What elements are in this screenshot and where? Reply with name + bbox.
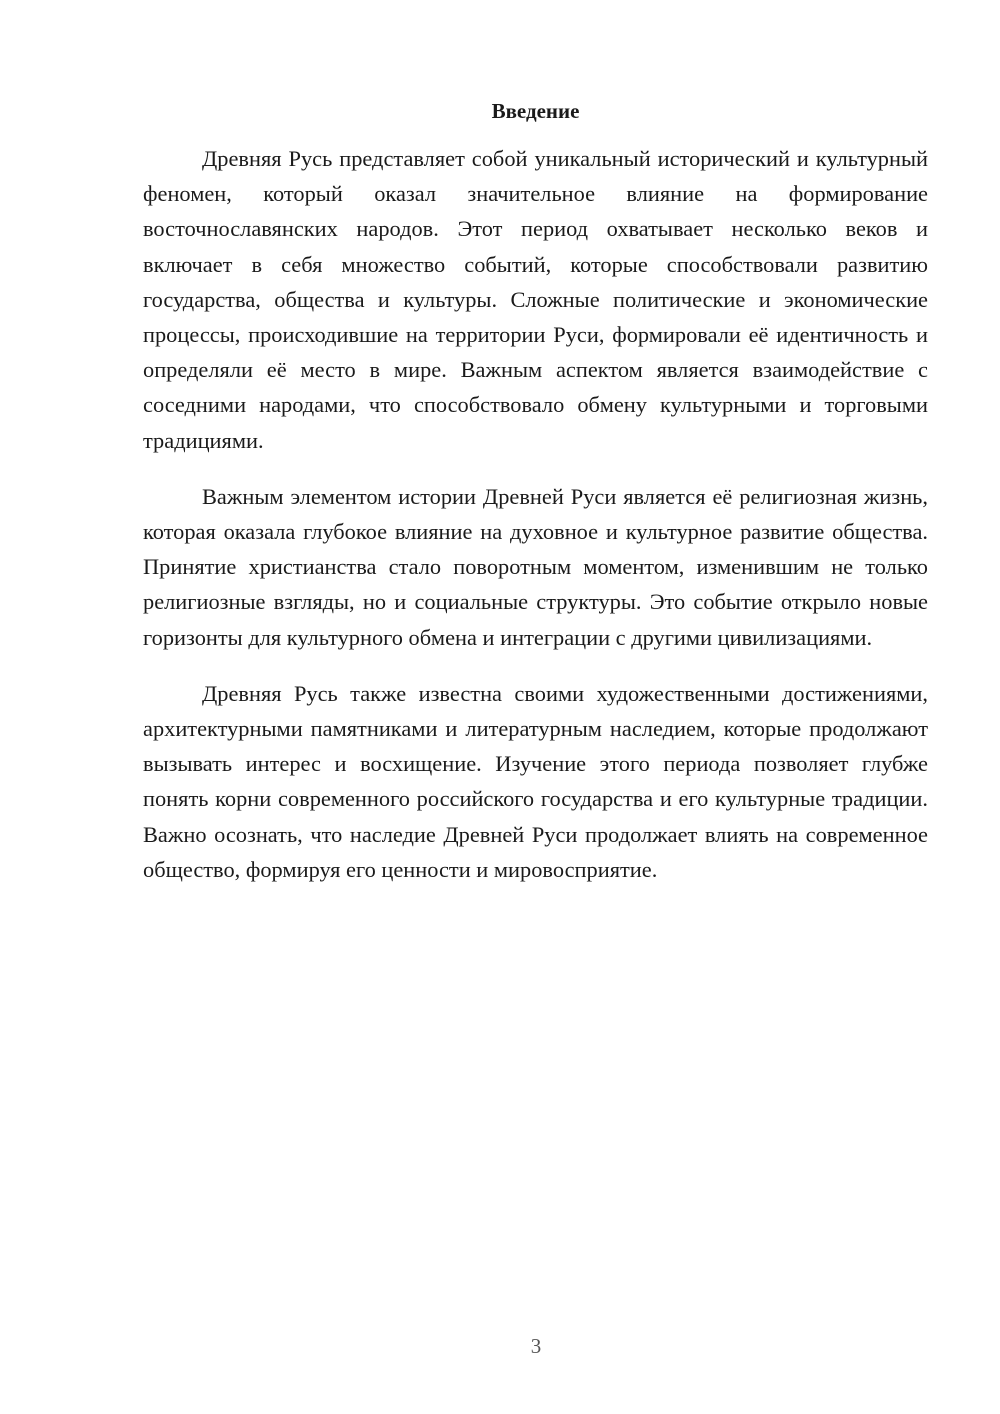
- page-number: 3: [530, 1334, 542, 1358]
- paragraph-3: Древняя Русь также известна своими художественными достижениями, архитектурными памятниками и литературным наследием, которые продолжают вызывать интерес и восхищение. Изучение этого периода позволяет глубже понять корни современного российского государства и его культурные традиции. Важно осознать, что наследие Древней Руси продолжает влиять на современное общество, формируя его ценности и мировосприятие.: [143, 680, 928, 882]
- section-heading: Введение: [491, 99, 580, 123]
- paragraph-2: Важным элементом истории Древней Руси является её религиозная жизнь, которая оказала глубокое влияние на духовное и культурное развитие общества. Принятие христианства стало поворотным моментом, изменившим не только религиозные взгляды, но и социальные структуры. Это событие открыло новые горизонты для культурного обмена и интеграции с другими цивилизациями.: [143, 483, 928, 650]
- body-text: [143, 141, 928, 908]
- paragraph-1: Древняя Русь представляет собой уникальный исторический и культурный феномен, который оказал значительное влияние на формирование восточнославянских народов. Этот период охватывает несколько веков и включает в себя множество событий, которые способствовали развитию государства, общества и культуры. Сложные политические и экономические процессы, происходившие на территории Руси, формировали её идентичность и определяли её место в мире. Важным аспектом является взаимодействие с соседними народами, что способствовало обмену культурными и торговыми традициями.: [143, 146, 928, 453]
